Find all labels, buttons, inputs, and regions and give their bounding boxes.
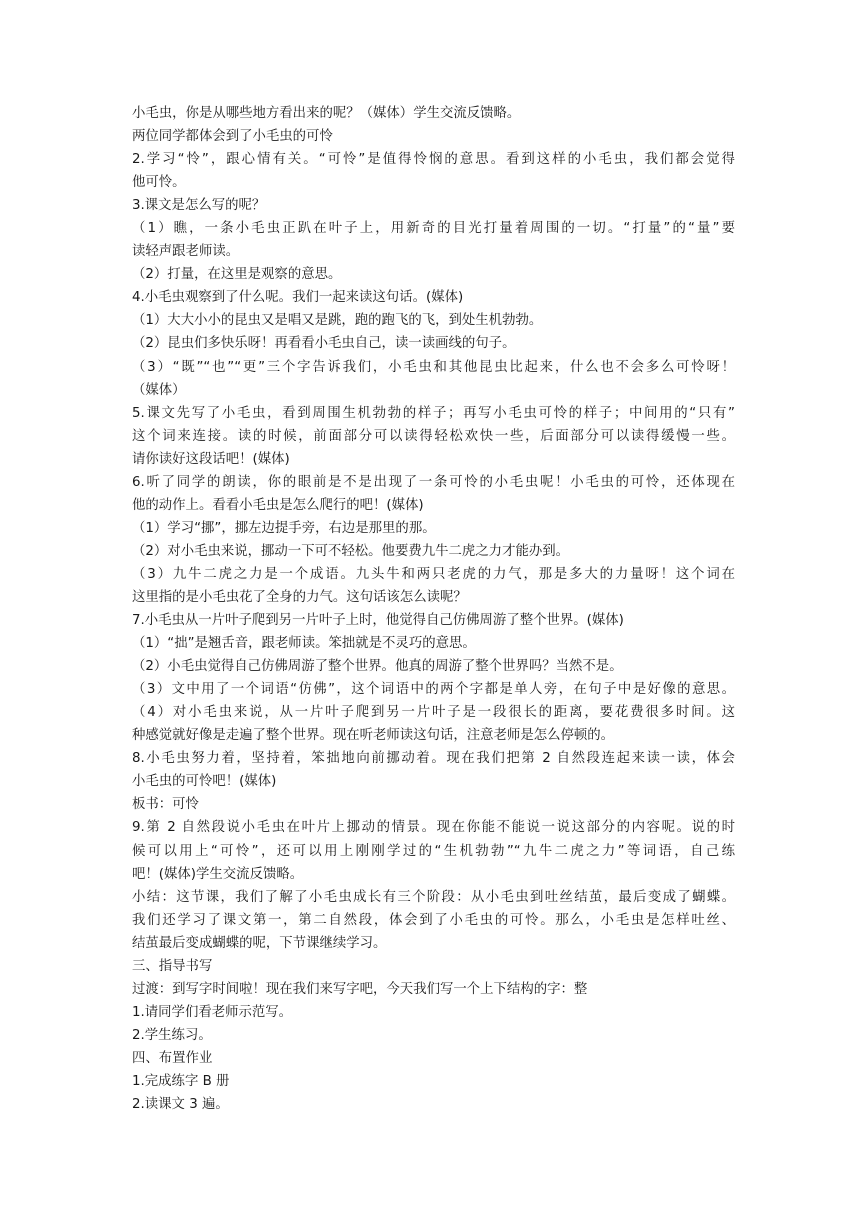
text-line: 这个词来连接。读的时候，前面部分可以读得轻松欢快一些，后面部分可以读得缓慢一些。 xyxy=(132,428,735,444)
text-line: （2）打量，在这里是观察的意思。 xyxy=(132,267,342,283)
text-line: （1）大大小小的昆虫又是唱又是跳，跑的跑飞的飞，到处生机勃勃。 xyxy=(132,313,543,329)
text-line: 吧！(媒体)学生交流反馈略。 xyxy=(132,866,304,882)
text-line: 5.课文先写了小毛虫，看到周围生机勃勃的样子；再写小毛虫可怜的样子；中间用的“只有” xyxy=(132,405,735,421)
text-line: 小毛虫的可怜吧！(媒体) xyxy=(132,774,277,790)
text-line: 小结：这节课，我们了解了小毛虫成长有三个阶段：从小毛虫到吐丝结茧，最后变成了蝴蝶。 xyxy=(132,889,735,905)
document-body xyxy=(132,102,735,1116)
text-line: 过渡：到写字时间啦！现在我们来写字吧，今天我们写一个上下结构的字：整 xyxy=(132,981,588,997)
text-line: 四、布置作业 xyxy=(132,1050,213,1066)
text-line: 1.完成练字 B 册 xyxy=(132,1073,230,1089)
text-line: （3）九牛二虎之力是一个成语。九头牛和两只老虎的力气，那是多大的力量呀！这个词在 xyxy=(132,566,735,582)
text-line: （1）瞧，一条小毛虫正趴在叶子上，用新奇的目光打量着周围的一切。“打量”的“量”要 xyxy=(132,221,735,237)
text-line: 2.学生练习。 xyxy=(132,1027,212,1043)
text-line: 板书：可怜 xyxy=(132,797,199,813)
text-line: 2.读课文 3 遍。 xyxy=(132,1097,229,1113)
text-line: 他可怜。 xyxy=(132,175,186,191)
text-line: 两位同学都体会到了小毛虫的可怜 xyxy=(132,129,333,145)
text-line: 4.小毛虫观察到了什么呢。我们一起来读这句话。(媒体) xyxy=(132,290,464,306)
text-line: 请你读好这段话吧！(媒体) xyxy=(132,451,290,467)
text-line: （媒体） xyxy=(132,382,186,398)
text-line: （2）小毛虫觉得自己仿佛周游了整个世界。他真的周游了整个世界吗？当然不是。 xyxy=(132,659,623,675)
text-line: （2）对小毛虫来说，挪动一下可不轻松。他要费九牛二虎之力才能办到。 xyxy=(132,543,570,559)
text-line: 6.听了同学的朗读，你的眼前是不是出现了一条可怜的小毛虫呢！小毛虫的可怜，还体现在 xyxy=(132,474,735,490)
text-line: （1）“拙”是翘舌音，跟老师读。笨拙就是不灵巧的意思。 xyxy=(132,636,476,652)
text-line: 小毛虫，你是从哪些地方看出来的呢？（媒体）学生交流反馈略。 xyxy=(132,106,521,121)
text-line: 1.请同学们看老师示范写。 xyxy=(132,1004,293,1020)
text-line: （3）文中用了一个词语“仿佛”，这个词语中的两个字都是单人旁，在句子中是好像的意思。 xyxy=(132,682,735,698)
text-line: 他的动作上。看看小毛虫是怎么爬行的吧！(媒体) xyxy=(132,497,424,513)
text-line: 结茧最后变成蝴蝶的呢，下节课继续学习。 xyxy=(132,935,387,951)
text-line: 2.学习“怜”，跟心情有关。“可怜”是值得怜悯的意思。看到这样的小毛虫，我们都会觉得 xyxy=(132,152,735,168)
text-line: 7.小毛虫从一片叶子爬到另一片叶子上时，他觉得自己仿佛周游了整个世界。(媒体) xyxy=(132,613,624,629)
text-line: （2）昆虫们多快乐呀！再看看小毛虫自己，读一读画线的句子。 xyxy=(132,336,516,352)
text-line: （1）学习“挪”，挪左边提手旁，右边是那里的那。 xyxy=(132,520,436,536)
text-line: 三、指导书写 xyxy=(132,958,213,974)
text-line: 这里指的是小毛虫花了全身的力气。这句话该怎么读呢？ xyxy=(132,589,467,605)
text-line: （4）对小毛虫来说，从一片叶子爬到另一片叶子是一段很长的距离，要花费很多时间。这 xyxy=(132,705,735,721)
text-line: 我们还学习了课文第一，第二自然段，体会到了小毛虫的可怜。那么，小毛虫是怎样吐丝、 xyxy=(132,912,735,928)
text-line: 3.课文是怎么写的呢？ xyxy=(132,198,266,214)
text-line: 候可以用上“可怜”，还可以用上刚刚学过的“生机勃勃”“九牛二虎之力”等词语，自己练 xyxy=(132,843,735,859)
text-line: 读轻声跟老师读。 xyxy=(132,244,240,260)
text-line: 种感觉就好像是走遍了整个世界。现在听老师读这句话，注意老师是怎么停顿的。 xyxy=(132,728,615,744)
text-line: 8.小毛虫努力着，坚持着，笨拙地向前挪动着。现在我们把第 2 自然段连起来读一读，体会 xyxy=(132,751,735,767)
text-line: （3）“既”“也”“更”三个字告诉我们，小毛虫和其他昆虫比起来，什么也不会多么可怜呀！ xyxy=(132,359,735,375)
text-line: 9.第 2 自然段说小毛虫在叶片上挪动的情景。现在你能不能说一说这部分的内容呢。说的时 xyxy=(132,820,735,836)
